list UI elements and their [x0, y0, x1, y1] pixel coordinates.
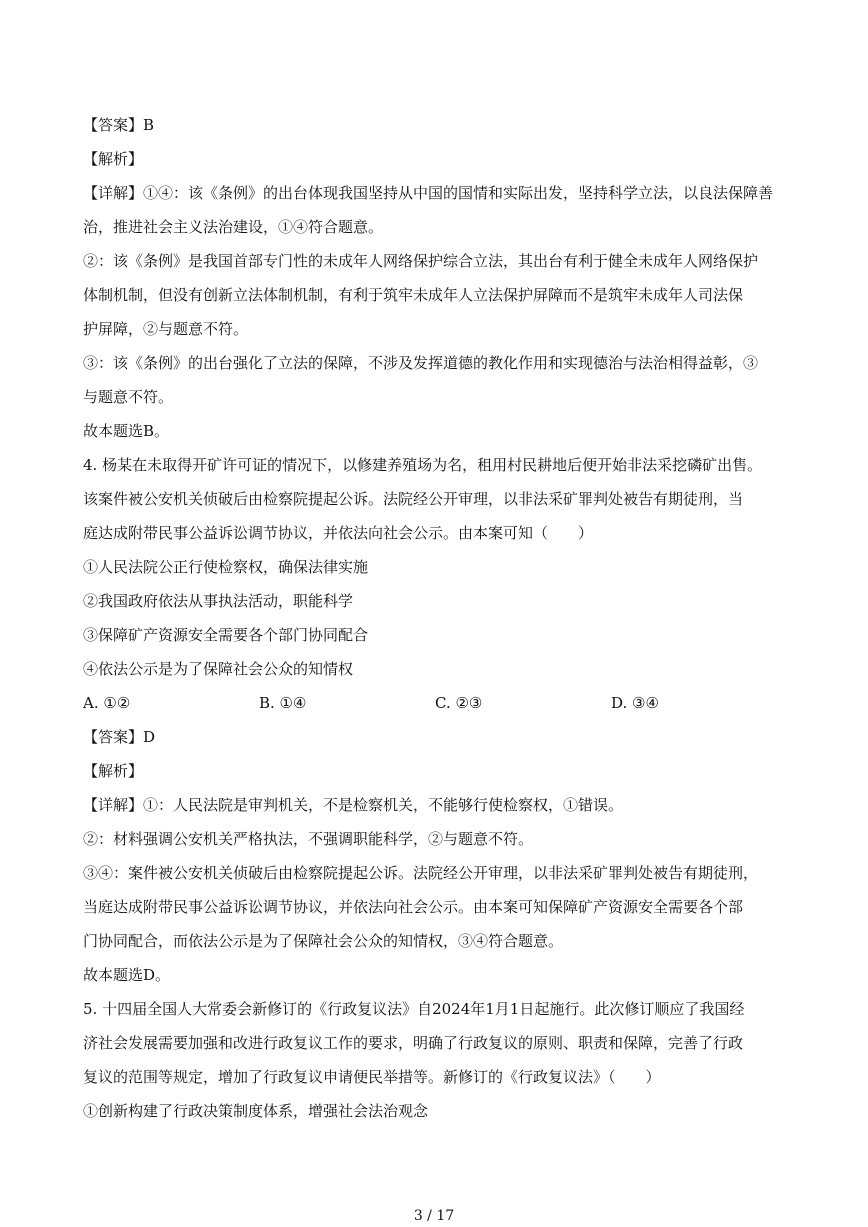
option-b: B. ①④	[259, 694, 307, 712]
text-line: 【详解】①：人民法院是审判机关，不是检察机关，不能够行使检察权，①错误。	[83, 796, 624, 814]
text-line: ③：该《条例》的出台强化了立法的保障，不涉及发挥道德的教化作用和实现德治与法治相得益彰，③	[83, 354, 759, 372]
text-line: 济社会发展需要加强和改进行政复议工作的要求，明确了行政复议的原则、职责和保障，完善了行政	[83, 1034, 744, 1052]
text-line: 【详解】①④：该《条例》的出台体现我国坚持从中国的国情和实际出发，坚持科学立法，以良法保障善	[83, 184, 774, 202]
text-line: 5. 十四届全国人大常委会新修订的《行政复议法》自2024年1月1日起施行。此次修订顺应了我国经	[83, 1000, 745, 1018]
text-line: 故本题选B。	[83, 422, 170, 440]
page-number: 3 / 17	[413, 1208, 455, 1224]
text-line: 故本题选D。	[83, 966, 171, 984]
question-4-options	[83, 686, 803, 720]
text-line: ③保障矿产资源安全需要各个部门协同配合	[83, 626, 369, 644]
text-line: 4. 杨某在未取得开矿许可证的情况下，以修建养殖场为名，租用村民耕地后便开始非法采挖磷矿出售。	[83, 456, 763, 474]
text-line: 门协同配合，而依法公示是为了保障社会公众的知情权，③④符合题意。	[83, 932, 564, 950]
document-content	[83, 108, 803, 1128]
answer-explanation-block-2	[83, 720, 803, 1128]
text-line: 当庭达成附带民事公益诉讼调节协议，并依法向社会公示。由本案可知保障矿产资源安全需要各个部	[83, 898, 744, 916]
text-line: 该案件被公安机关侦破后由检察院提起公诉。法院经公开审理，以非法采矿罪判处被告有期徒刑，当	[83, 490, 744, 508]
text-line: ②：材料强调公安机关严格执法，不强调职能科学，②与题意不符。	[83, 830, 534, 848]
text-line: 体制机制，但没有创新立法体制机制，有利于筑牢未成年人立法保护屏障而不是筑牢未成年人司法保	[83, 286, 744, 304]
text-line: 【答案】D	[83, 728, 156, 746]
text-line: ①人民法院公正行使检察权，确保法律实施	[83, 558, 369, 576]
text-line: ①创新构建了行政决策制度体系，增强社会法治观念	[83, 1102, 429, 1120]
text-line: 庭达成附带民事公益诉讼调节协议，并依法向社会公示。由本案可知（ ）	[83, 524, 594, 542]
option-c: C. ②③	[435, 694, 483, 712]
text-line: ②：该《条例》是我国首部专门性的未成年人网络保护综合立法，其出台有利于健全未成年人网络保护	[83, 252, 759, 270]
answer-explanation-block	[83, 108, 803, 686]
text-line: 治，推进社会主义法治建设，①④符合题意。	[83, 218, 384, 236]
text-line: ④依法公示是为了保障社会公众的知情权	[83, 660, 354, 678]
text-line: 【解析】	[83, 762, 144, 780]
text-line: ③④：案件被公安机关侦破后由检察院提起公诉。法院经公开审理，以非法采矿罪判处被告有期徒刑，	[83, 864, 759, 882]
option-d: D. ③④	[611, 694, 659, 712]
text-line: ②我国政府依法从事执法活动，职能科学	[83, 592, 354, 610]
text-line: 护屏障，②与题意不符。	[83, 320, 249, 338]
text-line: 与题意不符。	[83, 388, 174, 406]
text-line: 复议的范围等规定，增加了行政复议申请便民举措等。新修订的《行政复议法》（ ）	[83, 1068, 661, 1086]
option-a: A. ①②	[83, 694, 131, 712]
text-line: 【解析】	[83, 150, 144, 168]
text-line: 【答案】B	[83, 116, 155, 134]
